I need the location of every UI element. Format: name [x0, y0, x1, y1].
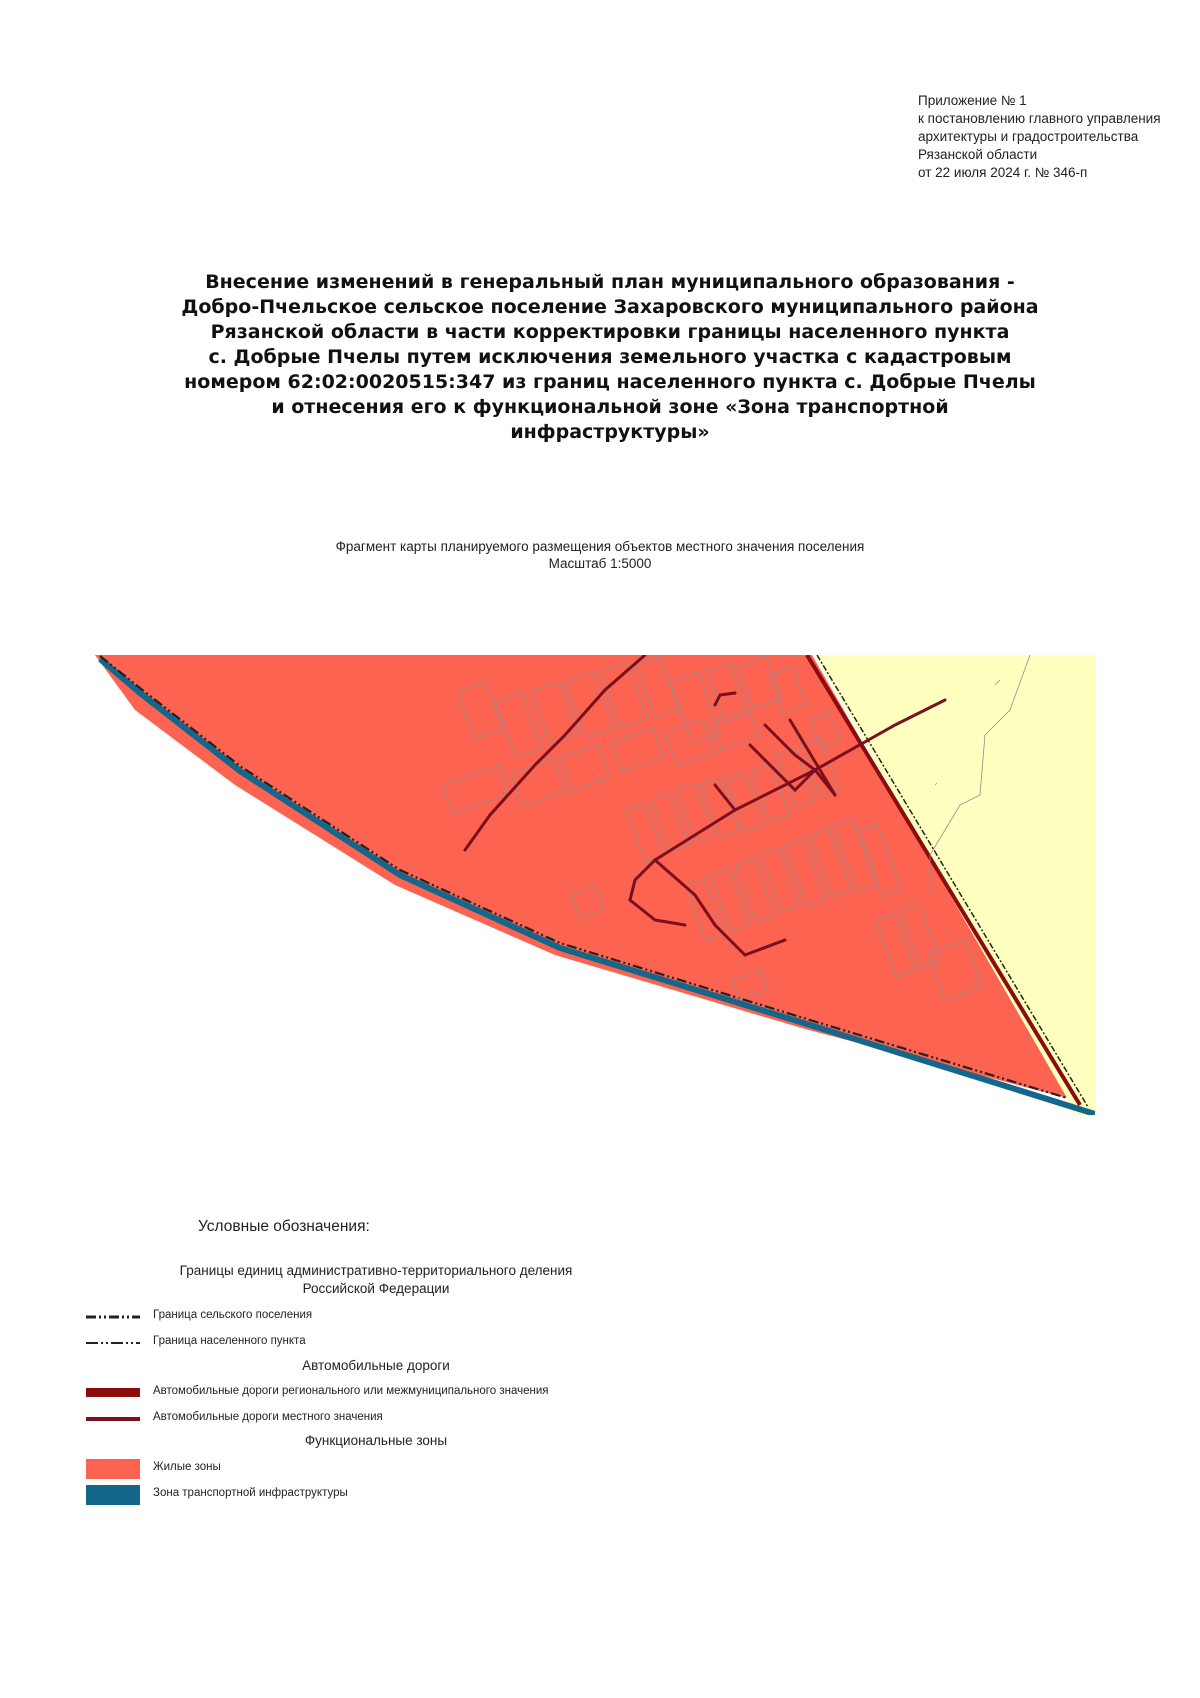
- legend-group-admin: [116, 1262, 636, 1298]
- appendix-line: Рязанской области: [918, 147, 1038, 162]
- appendix-line: архитектуры и градостроительства: [918, 129, 1139, 144]
- residential-swatch: [86, 1459, 140, 1479]
- appendix-note: [918, 92, 1188, 182]
- legend-residential: [86, 1459, 786, 1479]
- map-caption-line: Фрагмент карты планируемого размещения объектов местного значения поселения: [335, 539, 865, 554]
- transport-zone-swatch: [86, 1485, 140, 1505]
- rural-boundary-symbol: [86, 1307, 140, 1327]
- legend-group-roads: Автомобильные дороги: [302, 1358, 450, 1373]
- title-line: Рязанской области в части корректировки границы населенного пункта: [210, 321, 1010, 343]
- legend-transport-zone: [86, 1485, 786, 1505]
- appendix-line: к постановлению главного управления: [918, 111, 1161, 126]
- regional-road-symbol: [86, 1383, 140, 1403]
- map-fragment: [95, 655, 1095, 1115]
- map-scale: Масштаб 1:5000: [548, 556, 652, 571]
- appendix-line: Приложение № 1: [918, 93, 1027, 108]
- legend-group-admin-line2: Российской Федерации: [302, 1281, 450, 1296]
- map-caption: [200, 538, 1000, 572]
- title-line: инфраструктуры»: [510, 421, 710, 443]
- legend-label: Автомобильные дороги местного значения: [153, 1411, 383, 1423]
- legend-settlement-boundary: [86, 1333, 786, 1353]
- legend-group-admin-line1: Границы единиц административно-территориального деления: [179, 1263, 573, 1278]
- title-line: Внесение изменений в генеральный план муниципального образования -: [205, 271, 1015, 293]
- legend-title: Условные обозначения:: [198, 1218, 370, 1235]
- legend-regional-roads: [86, 1383, 786, 1403]
- title-line: с. Добрые Пчелы путем исключения земельного участка с кадастровым: [208, 346, 1012, 368]
- legend-label: Автомобильные дороги регионального или межмуниципального значения: [153, 1385, 549, 1397]
- title-line: и отнесения его к функциональной зоне «Зона транспортной: [271, 396, 949, 418]
- appendix-line: от 22 июля 2024 г. № 346-п: [918, 165, 1088, 180]
- legend-group-zones: Функциональные зоны: [304, 1433, 448, 1448]
- local-road-symbol: [86, 1409, 140, 1429]
- legend-label: Зона транспортной инфраструктуры: [153, 1487, 348, 1499]
- legend-rural-boundary: [86, 1307, 786, 1327]
- title-line: номером 62:02:0020515:347 из границ населенного пункта с. Добрые Пчелы: [184, 371, 1036, 393]
- legend-label: Жилые зоны: [153, 1461, 221, 1473]
- title-line: Добро-Пчельское сельское поселение Захаровского муниципального района: [181, 296, 1039, 318]
- document-title: [140, 270, 1080, 445]
- legend-label: Граница населенного пункта: [153, 1335, 306, 1347]
- settlement-boundary-symbol: [86, 1333, 140, 1353]
- legend-label: Граница сельского поселения: [153, 1309, 313, 1321]
- legend-local-roads: [86, 1409, 786, 1429]
